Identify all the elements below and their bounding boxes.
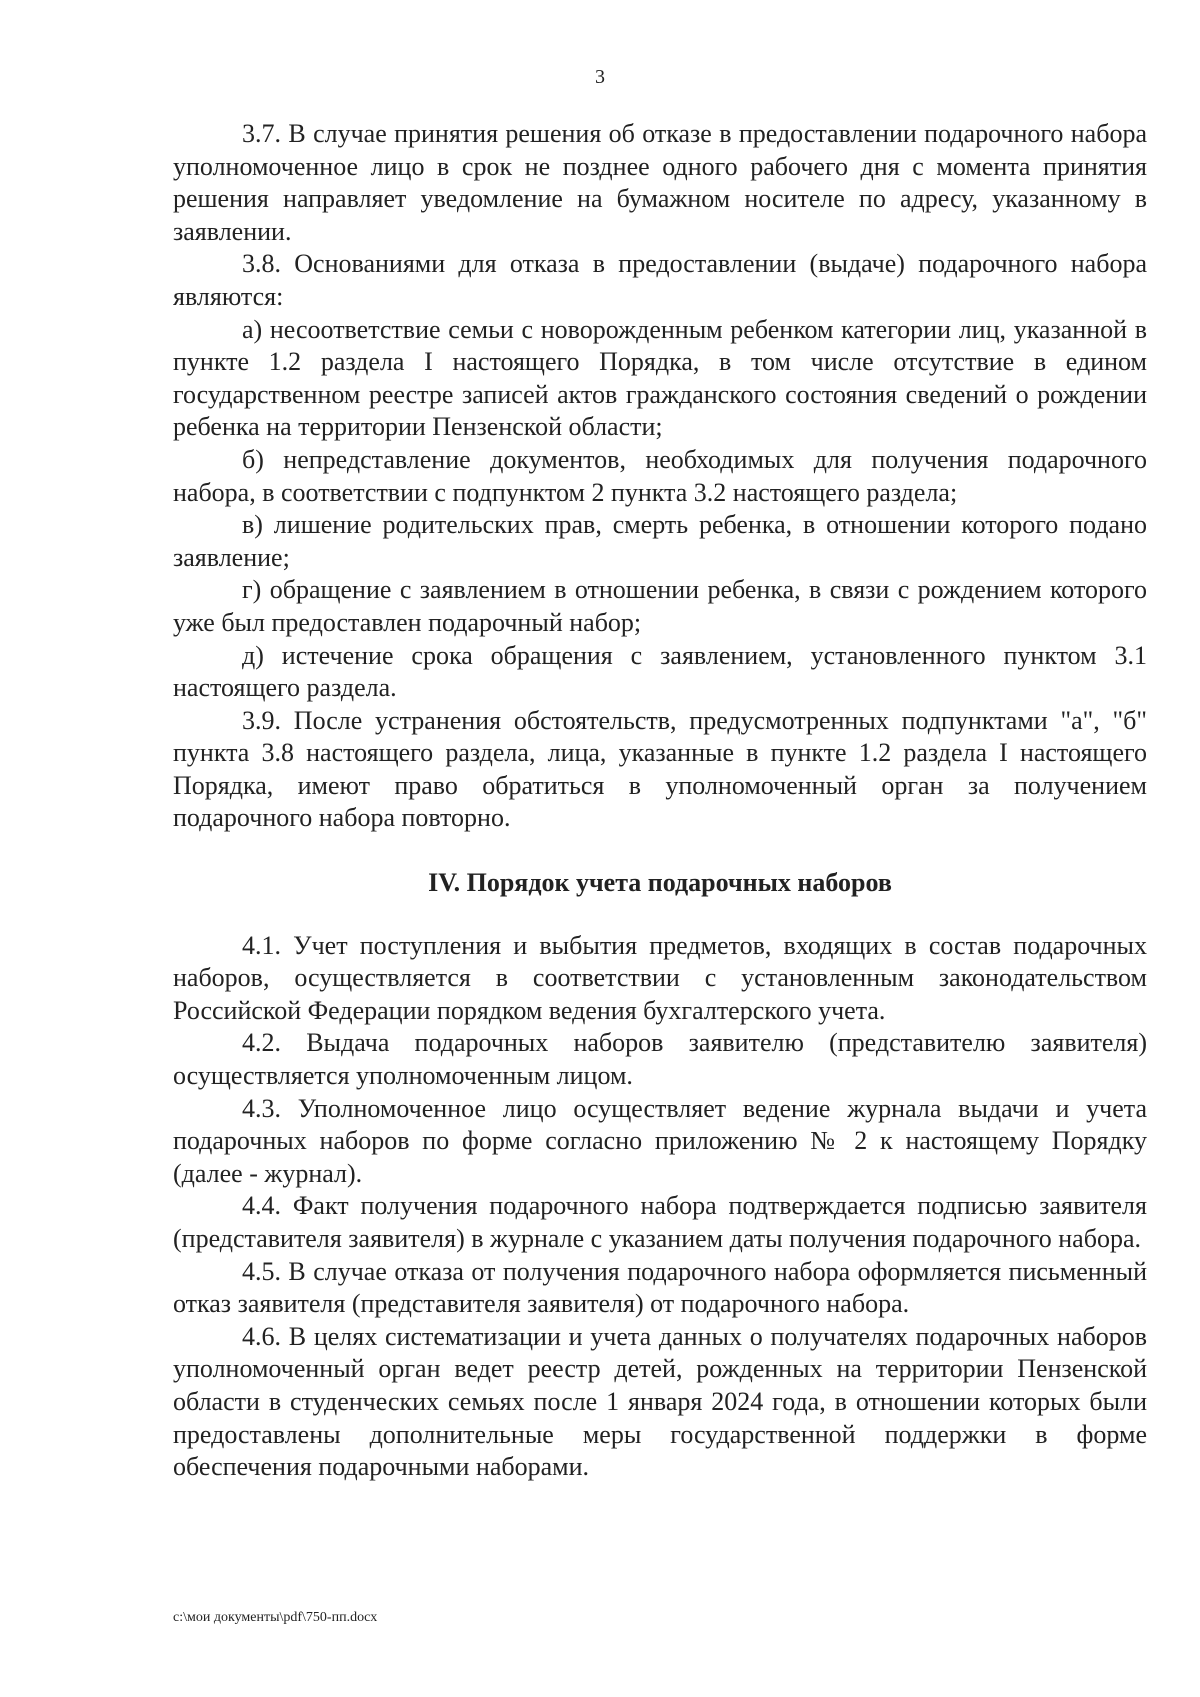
paragraph-4-1: 4.1. Учет поступления и выбытия предметов, входящих в состав подарочных наборов, осуществляется в соответствии с установленным законодательством Российской Федерации порядком ведения бухгалтерского учета. bbox=[173, 930, 1147, 1025]
paragraph-4-2: 4.2. Выдача подарочных наборов заявителю (представителю заявителя) осуществляется уполномоченным лицом. bbox=[173, 1028, 1147, 1091]
page-number: 3 bbox=[595, 66, 605, 88]
paragraph-3-9: 3.9. После устранения обстоятельств, предусмотренных подпунктами "а", "б" пункта 3.8 настоящего раздела, лица, указанные в пункте 1.2 раздела I настоящего Порядка, имеют право обратиться в уполномоченный орган за получением подарочного набора повторно. bbox=[173, 705, 1147, 833]
paragraph-3-8: 3.8. Основаниями для отказа в предоставлении (выдаче) подарочного набора являются: bbox=[173, 249, 1147, 311]
paragraph-4-4: 4.4. Факт получения подарочного набора подтверждается подписью заявителя (представителя заявителя) в журнале с указанием даты получения подарочного набора. bbox=[173, 1191, 1147, 1253]
paragraph-3-8-v: в) лишение родительских прав, смерть ребенка, в отношении которого подано заявление; bbox=[173, 510, 1147, 572]
footer-file-path: c:\мои документы\pdf\750-пп.docx bbox=[173, 1610, 378, 1625]
paragraph-4-6: 4.6. В целях систематизации и учета данных о получателях подарочных наборов уполномоченный орган ведет реестр детей, рожденных на территории Пензенской области в студенческих семьях после 1 января 2024 года, в отношении которых были предоставлены дополнительные меры государственной поддержки в форме обеспечения подарочными наборами. bbox=[173, 1321, 1147, 1482]
paragraph-4-5: 4.5. В случае отказа от получения подарочного набора оформляется письменный отказ заявителя (представителя заявителя) от подарочного набора. bbox=[173, 1256, 1147, 1319]
paragraph-3-7: 3.7. В случае принятия решения об отказе в предоставлении подарочного набора уполномоченное лицо в срок не позднее одного рабочего дня с момента принятия решения направляет уведомление на бумажном носителе по адресу, указанному в заявлении. bbox=[173, 119, 1147, 246]
paragraph-3-8-b: б) непредставление документов, необходимых для получения подарочного набора, в соответствии с подпунктом 2 пункта 3.2 настоящего раздела; bbox=[173, 444, 1147, 507]
paragraph-3-8-a: а) несоответствие семьи с новорожденным ребенком категории лиц, указанной в пункте 1.2 раздела I настоящего Порядка, в том числе отсутствие в едином государственном реестре записей актов гражданского состояния сведений о рождении ребенка на территории Пензенской области; bbox=[173, 314, 1147, 442]
document-body bbox=[173, 118, 1147, 1484]
paragraph-4-3: 4.3. Уполномоченное лицо осуществляет ведение журнала выдачи и учета подарочных наборов по форме согласно приложению № 2 к настоящему Порядку (далее - журнал). bbox=[173, 1093, 1147, 1188]
paragraph-3-8-g: г) обращение с заявлением в отношении ребенка, в связи с рождением которого уже был предоставлен подарочный набор; bbox=[173, 575, 1147, 637]
paragraph-3-8-d: д) истечение срока обращения с заявлением, установленного пунктом 3.1 настоящего раздела. bbox=[173, 640, 1147, 703]
section-4-heading: IV. Порядок учета подарочных наборов bbox=[428, 868, 892, 898]
